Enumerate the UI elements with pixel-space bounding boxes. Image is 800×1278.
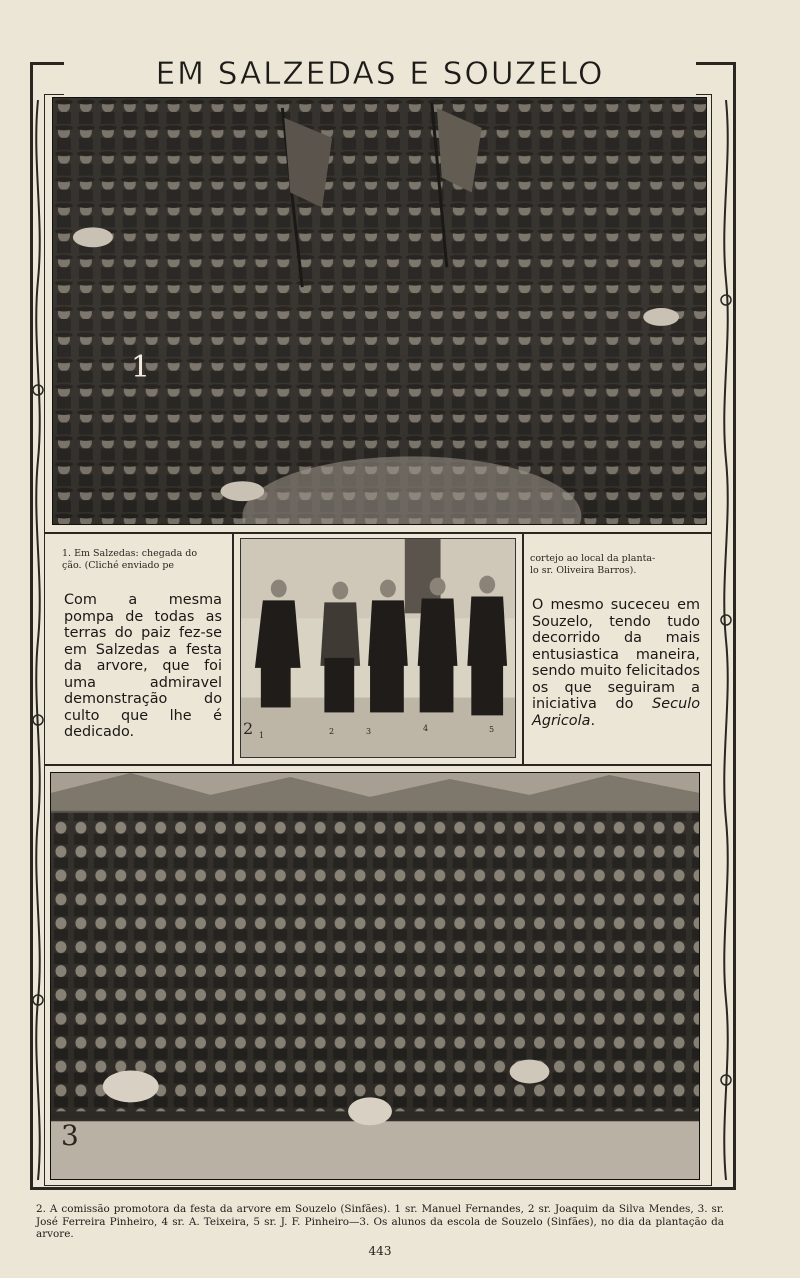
right-column-paragraph: O mesmo suceceu em Souzelo, tendo tudo decorrido da mais entusiastica maneira, sendo muito felicitados os que seguiram a iniciativa do Seculo Agricola. — [532, 597, 700, 729]
person-label-1: 1 — [259, 731, 265, 740]
photo-school-pupils — [50, 772, 700, 1180]
photo-number-2: 2 — [243, 719, 254, 738]
photo-salzedas-crowd — [52, 97, 707, 525]
right-column-text — [532, 597, 700, 729]
person-label-4: 4 — [423, 724, 429, 733]
left-vine-ornament — [30, 100, 46, 1180]
photo-number-3: 3 — [61, 1119, 79, 1152]
left-column-text — [64, 592, 222, 741]
band-divider-right — [522, 534, 524, 764]
pupils-photo-graphic — [51, 773, 699, 1179]
committee-photo-graphic — [241, 539, 515, 757]
publication-name: Seculo Agricola — [532, 696, 700, 729]
bottom-caption: 2. A comissão promotora da festa da arvore em Souzelo (Sinfães). 1 sr. Manuel Fernandes, 2 sr. Joaquim da Silva Mendes, 3. sr. José Ferreira Pinheiro, 4 sr. A. Teixeira, 5 sr. J. F. Pinheiro—3. Os alunos da escola de Souzelo (Sinfães), no dia da plantação da arvore. — [36, 1203, 724, 1240]
left-column-paragraph: Com a mesma pompa de todas as terras do paiz fez-se em Salzedas a festa da arvore, que foi uma admiravel demonstração do culto que lhe é dedicado. — [64, 592, 222, 740]
person-label-3: 3 — [366, 727, 372, 736]
caption-photo-1-left: 1. Em Salzedas: chegada do ção. (Cliché enviado pe — [62, 548, 198, 571]
photo-committee — [240, 538, 516, 758]
band-top-rule — [44, 532, 712, 534]
right-vine-ornament — [718, 100, 734, 1180]
band-divider-left — [232, 534, 234, 764]
person-label-5: 5 — [489, 725, 495, 734]
crowd-photo-graphic — [53, 98, 706, 524]
photo-number-1: 1 — [131, 350, 151, 385]
person-label-2: 2 — [329, 727, 335, 736]
page-number: 443 — [368, 1244, 392, 1258]
band-bottom-rule — [44, 764, 712, 766]
caption-photo-1-right: cortejo ao local da planta- lo sr. Oliveira Barros). — [530, 553, 656, 576]
page-title: EM SALZEDAS E SOUZELO — [64, 52, 696, 96]
